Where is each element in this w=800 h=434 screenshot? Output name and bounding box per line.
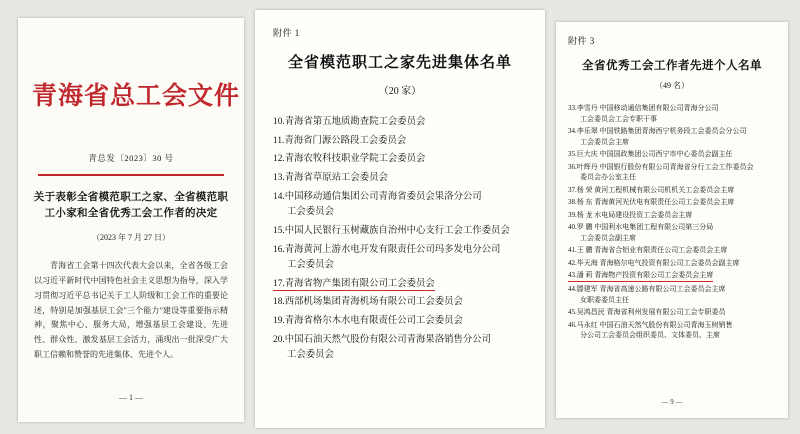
list-item [273, 152, 527, 167]
list-item [568, 270, 776, 282]
list-item-continuation: 委员会办公室主任 [580, 173, 636, 181]
list-item [568, 284, 776, 305]
list-item-text: 14.中国移动通信集团公司青海省委员会果洛分公司 [273, 191, 482, 202]
list-item-name-and-org: 38.杨 东 青海黄河光伏电有限责任公司工会委员会主席 [568, 198, 735, 206]
list-item-text: 10.青海省第五地质勘查院工会委员会 [273, 117, 426, 127]
outstanding-worker-list-subtitle: （49 名） [655, 81, 689, 90]
list-item-name-and-org: 34.李乐翠 中国铁路集团青海西宁机务段工会委员会分公司 [568, 127, 747, 135]
list-item-text: 19.青海省格尔木水电有限责任公司工会委员会 [273, 316, 463, 327]
list-item [568, 258, 776, 269]
page-number-left: — 1 — [119, 393, 143, 402]
list-item [568, 222, 776, 243]
list-item-name-and-org: 36.叶辉丹 中国银行股份有限公司青海省分行工会工作委员会 [568, 162, 754, 171]
list-item-text: 20.中国石油天然气股份有限公司青海果洛销售分公司 [273, 334, 491, 345]
list-item [273, 243, 527, 273]
document-page-middle [255, 10, 545, 428]
list-item-name-and-org: 35.巨大庆 中国国政集团公司西宁市中心委员会副主任 [568, 150, 733, 158]
list-item [273, 333, 527, 363]
list-item [273, 295, 527, 310]
list-item-text: 12.青海农牧科技职业学院工会委员会 [273, 154, 426, 165]
list-item [568, 162, 776, 183]
list-item-continuation: 分公司工会委员会组织委员、文体委员、主席 [580, 331, 720, 339]
list-item [273, 277, 527, 292]
list-item [273, 224, 527, 239]
list-item [568, 103, 776, 124]
model-home-list-subtitle: （20 家） [378, 86, 422, 97]
list-item [568, 126, 776, 147]
list-item-name-and-org: 45.吴鸿昌民 青海省利州发展有限公司工会专职委员 [568, 308, 726, 316]
list-item-name-and-org: 41.王 鹏 青海省合铝业有限责任公司工会委员会主席 [568, 246, 728, 254]
list-item-name-and-org: 37.杨 荣 黄河工程机械有限公司机机关工会委员会主席 [568, 185, 735, 194]
list-item [273, 115, 527, 130]
decision-title: 关于表彰全省模范职工之家、全省模范职工小家和全省优秀工会工作者的决定 [33, 191, 229, 219]
list-item-text: 11.青海省门源公路段工会委员会 [273, 135, 407, 146]
attachment-label-3: 附件 3 [568, 36, 595, 46]
list-item-text: 16.青海黄河上游水电开发有限责任公司玛多发电分公司 [273, 244, 501, 255]
list-item [273, 171, 527, 186]
model-home-entry-list [273, 115, 527, 363]
list-item-text: 17.青海省物产集团有限公司工会委员会 [273, 278, 435, 289]
list-item-name-and-org: 43.潘 莉 青海物产投资有限公司工会委员会主席 [568, 270, 713, 282]
document-page-left [18, 18, 244, 422]
list-item-continuation: 女职委委员主任 [580, 295, 629, 304]
list-item [273, 134, 527, 149]
red-divider-rule [38, 174, 224, 176]
list-item-continuation: 工会委员会 [287, 259, 334, 270]
list-item-text: 18.西部机场集团青海机场有限公司工会委员会 [273, 297, 463, 308]
list-item-name-and-org: 44.滕建军 青海省高速公路有限公司工会委员会主席 [568, 285, 726, 293]
list-item [568, 320, 776, 341]
list-item [568, 149, 776, 160]
list-item-continuation: 工会委员会主席 [580, 137, 629, 146]
attachment-label-1: 附件 1 [273, 28, 300, 38]
list-item-name-and-org: 40.罗 鹏 中国利水电集团工程有限公司第三分局 [568, 223, 714, 231]
page-number-right: — 9 — [661, 398, 683, 406]
decision-date: （2023 年 7 月 27 日） [92, 233, 170, 243]
list-item-name-and-org: 46.马永红 中国石油天然气股份有限公司青海玉树销售 [568, 320, 733, 329]
document-page-right [556, 22, 788, 418]
list-item-continuation: 工会委员会 [287, 207, 334, 218]
list-item-name-and-org: 39.杨 龙 水电局建设投资工会委员会主席 [568, 210, 693, 219]
list-item [568, 197, 776, 208]
list-item-name-and-org: 33.李雪丹 中国移动通信集团有限公司青海分公司 [568, 104, 719, 112]
list-item-continuation: 工会委员会副主席 [580, 233, 636, 242]
list-item [568, 185, 776, 196]
list-item-name-and-org: 42.毕天海 青海格尔电气投资有限公司工会委员会副主席 [568, 258, 740, 267]
model-home-list-title: 全省模范职工之家先进集体名单 [287, 55, 512, 71]
list-item [273, 314, 527, 329]
list-item [568, 307, 776, 318]
list-item [568, 210, 776, 221]
document-number: 青总发〔2023〕30 号 [88, 153, 174, 163]
organization-title: 青海省总工会文件 [32, 83, 241, 110]
outstanding-worker-entry-list [568, 103, 776, 341]
list-item [273, 190, 527, 220]
decision-body-paragraph: 青海省工会第十四次代表大会以来，全省各级工会以习近平新时代中国特色社会主义思想为指导，深入学习贯彻习近平总书记关于工人阶级和工会工作的重要论述，特别是加强基层工会"三个能力"建设等重要指示精神，聚焦中心、服务大局，增强基层工会建设、先进性、群众性、激发基层工会活力，涌现出一批深受广大职工信赖和赞誉的先进集体、先进个人。 [34, 261, 228, 359]
list-item [568, 245, 776, 256]
list-item-text: 15.中国人民银行玉树藏族自治州中心支行工会工作委员会 [273, 225, 510, 236]
list-item-continuation: 工会委员会工会专职干事 [580, 114, 657, 123]
outstanding-worker-list-title: 全省优秀工会工作者先进个人名单 [582, 60, 762, 72]
list-item-continuation: 工会委员会 [287, 350, 334, 361]
list-item-text: 13.青海省草原站工会委员会 [273, 173, 388, 184]
